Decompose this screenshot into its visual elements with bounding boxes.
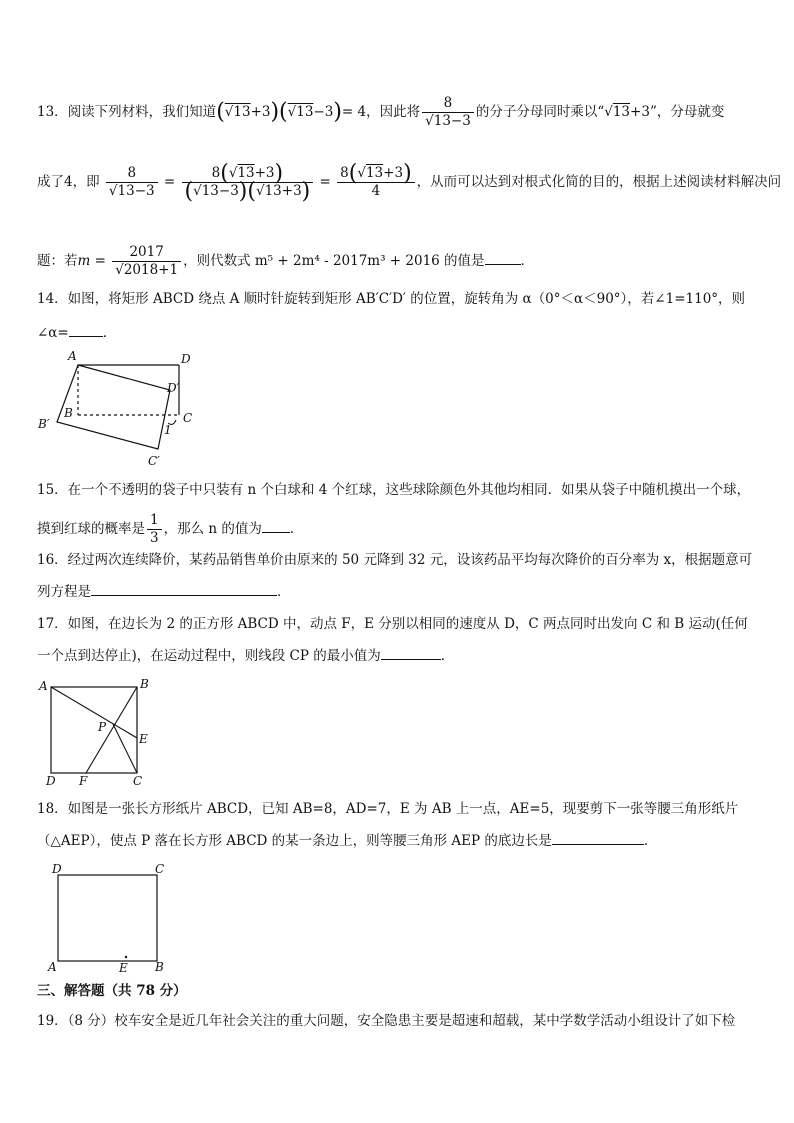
q17-label-C: C (133, 774, 143, 788)
q18-label-A: A (48, 960, 57, 974)
q18-label-E: E (119, 961, 128, 975)
q19-line1: 19．（8 分）校车安全是近几年社会关注的重大问题，安全隐患主要是超速和超载，某中学数学活动小组设计了如下检 (37, 1013, 736, 1029)
q13-fraction: $\frac{8}{√13-3}$ (422, 95, 474, 130)
q17-line1: 17．如图，在边长为 2 的正方形 ABCD 中，动点 F，E 分别以相同的速度从 D，C 两点同时出发向 C 和 B 运动(任何 (37, 616, 748, 632)
q13-line3: 题：若m = $\frac{2017}{√2018+1}$ ，则代数式 m⁵ + 2m⁴ - 2017m³ + 2016 的值是 ． (37, 244, 535, 278)
q16-line1: 16．经过两次连续降价，某药品销售单价由原来的 50 元降到 32 元，设该药品平均每次降价的百分率为 x，根据题意可 (37, 552, 753, 568)
q18-line2: （△AEP），使点 P 落在长方形 ABCD 的某一条边上，则等腰三角形 AEP 的底边长是 ． (37, 833, 658, 849)
q13-line1: 13．阅读下列材料，我们知道(√13+3)(√13−3)= 4，因此将 $\frac{8}{√13-3}$ 的分子分母同时乘以“√13+3”，分母就变 (37, 95, 725, 129)
q18-label-D: D (52, 862, 62, 876)
q15-answer-blank[interactable] (262, 532, 290, 533)
q14-label-Dprime: D′ (167, 381, 180, 395)
q18-line1: 18．如图是一张长方形纸片 ABCD，已知 AB=8，AD=7，E 为 AB 上一点，AE=5，现要剪下一张等腰三角形纸片 (37, 801, 739, 817)
q14-figure (30, 345, 210, 470)
q14-line2: ∠α= ． (37, 325, 117, 341)
q15-line2: 摸到红球的概率是 $\frac{1}{3}$ ，那么 n 的值为 ． (37, 512, 304, 546)
q17-label-B: B (140, 677, 149, 691)
q13-line2: 成了4，即 $\frac{8}{√13-3}$ = $\frac{8(√13+3)}{(√13-3)(√13+3)}$ = $\frac{8(√13+3)}{4}$ ，从而可以达到对根式化简的目的，根据上述阅读材料解决问 (37, 161, 782, 204)
q17-label-P: P (98, 720, 107, 734)
q17-answer-blank[interactable] (381, 659, 441, 660)
q17-label-E: E (139, 732, 148, 746)
q17-label-F: F (79, 774, 88, 788)
q18-figure (40, 858, 180, 976)
q13-answer-blank[interactable] (485, 264, 521, 265)
q14-line1: 14．如图，将矩形 ABCD 绕点 A 顺时针旋转到矩形 AB′C′D′ 的位置，旋转角为 α（0°＜α＜90°），若∠1=110°，则 (37, 291, 746, 307)
q14-label-A: A (68, 349, 77, 363)
q14-label-D: D (181, 352, 191, 366)
q14-label-B: B (64, 406, 73, 420)
q18-label-B: B (155, 960, 164, 974)
q18-answer-blank[interactable] (552, 844, 644, 845)
q14-label-Cprime: C′ (148, 454, 160, 468)
q14-answer-blank[interactable] (69, 336, 103, 337)
q17-line2: 一个点到达停止)，在运动过程中，则线段 CP 的最小值为 ． (37, 648, 455, 664)
q17-label-A: A (39, 679, 48, 693)
q16-line2: 列方程是 ． (37, 584, 291, 600)
q14-label-Bprime: B′ (38, 417, 50, 431)
q17-label-D: D (46, 774, 56, 788)
q17-figure (35, 675, 165, 790)
q15-line1: 15．在一个不透明的袋子中只装有 n 个白球和 4 个红球，这些球除颜色外其他均相同．如果从袋子中随机摸出一个球， (37, 482, 751, 498)
q18-label-C: C (155, 862, 165, 876)
q14-label-1: 1 (164, 423, 172, 437)
q14-label-C: C (183, 411, 193, 425)
q16-answer-blank[interactable] (91, 595, 277, 596)
section-heading: 三、解答题（共 78 分） (37, 983, 187, 999)
